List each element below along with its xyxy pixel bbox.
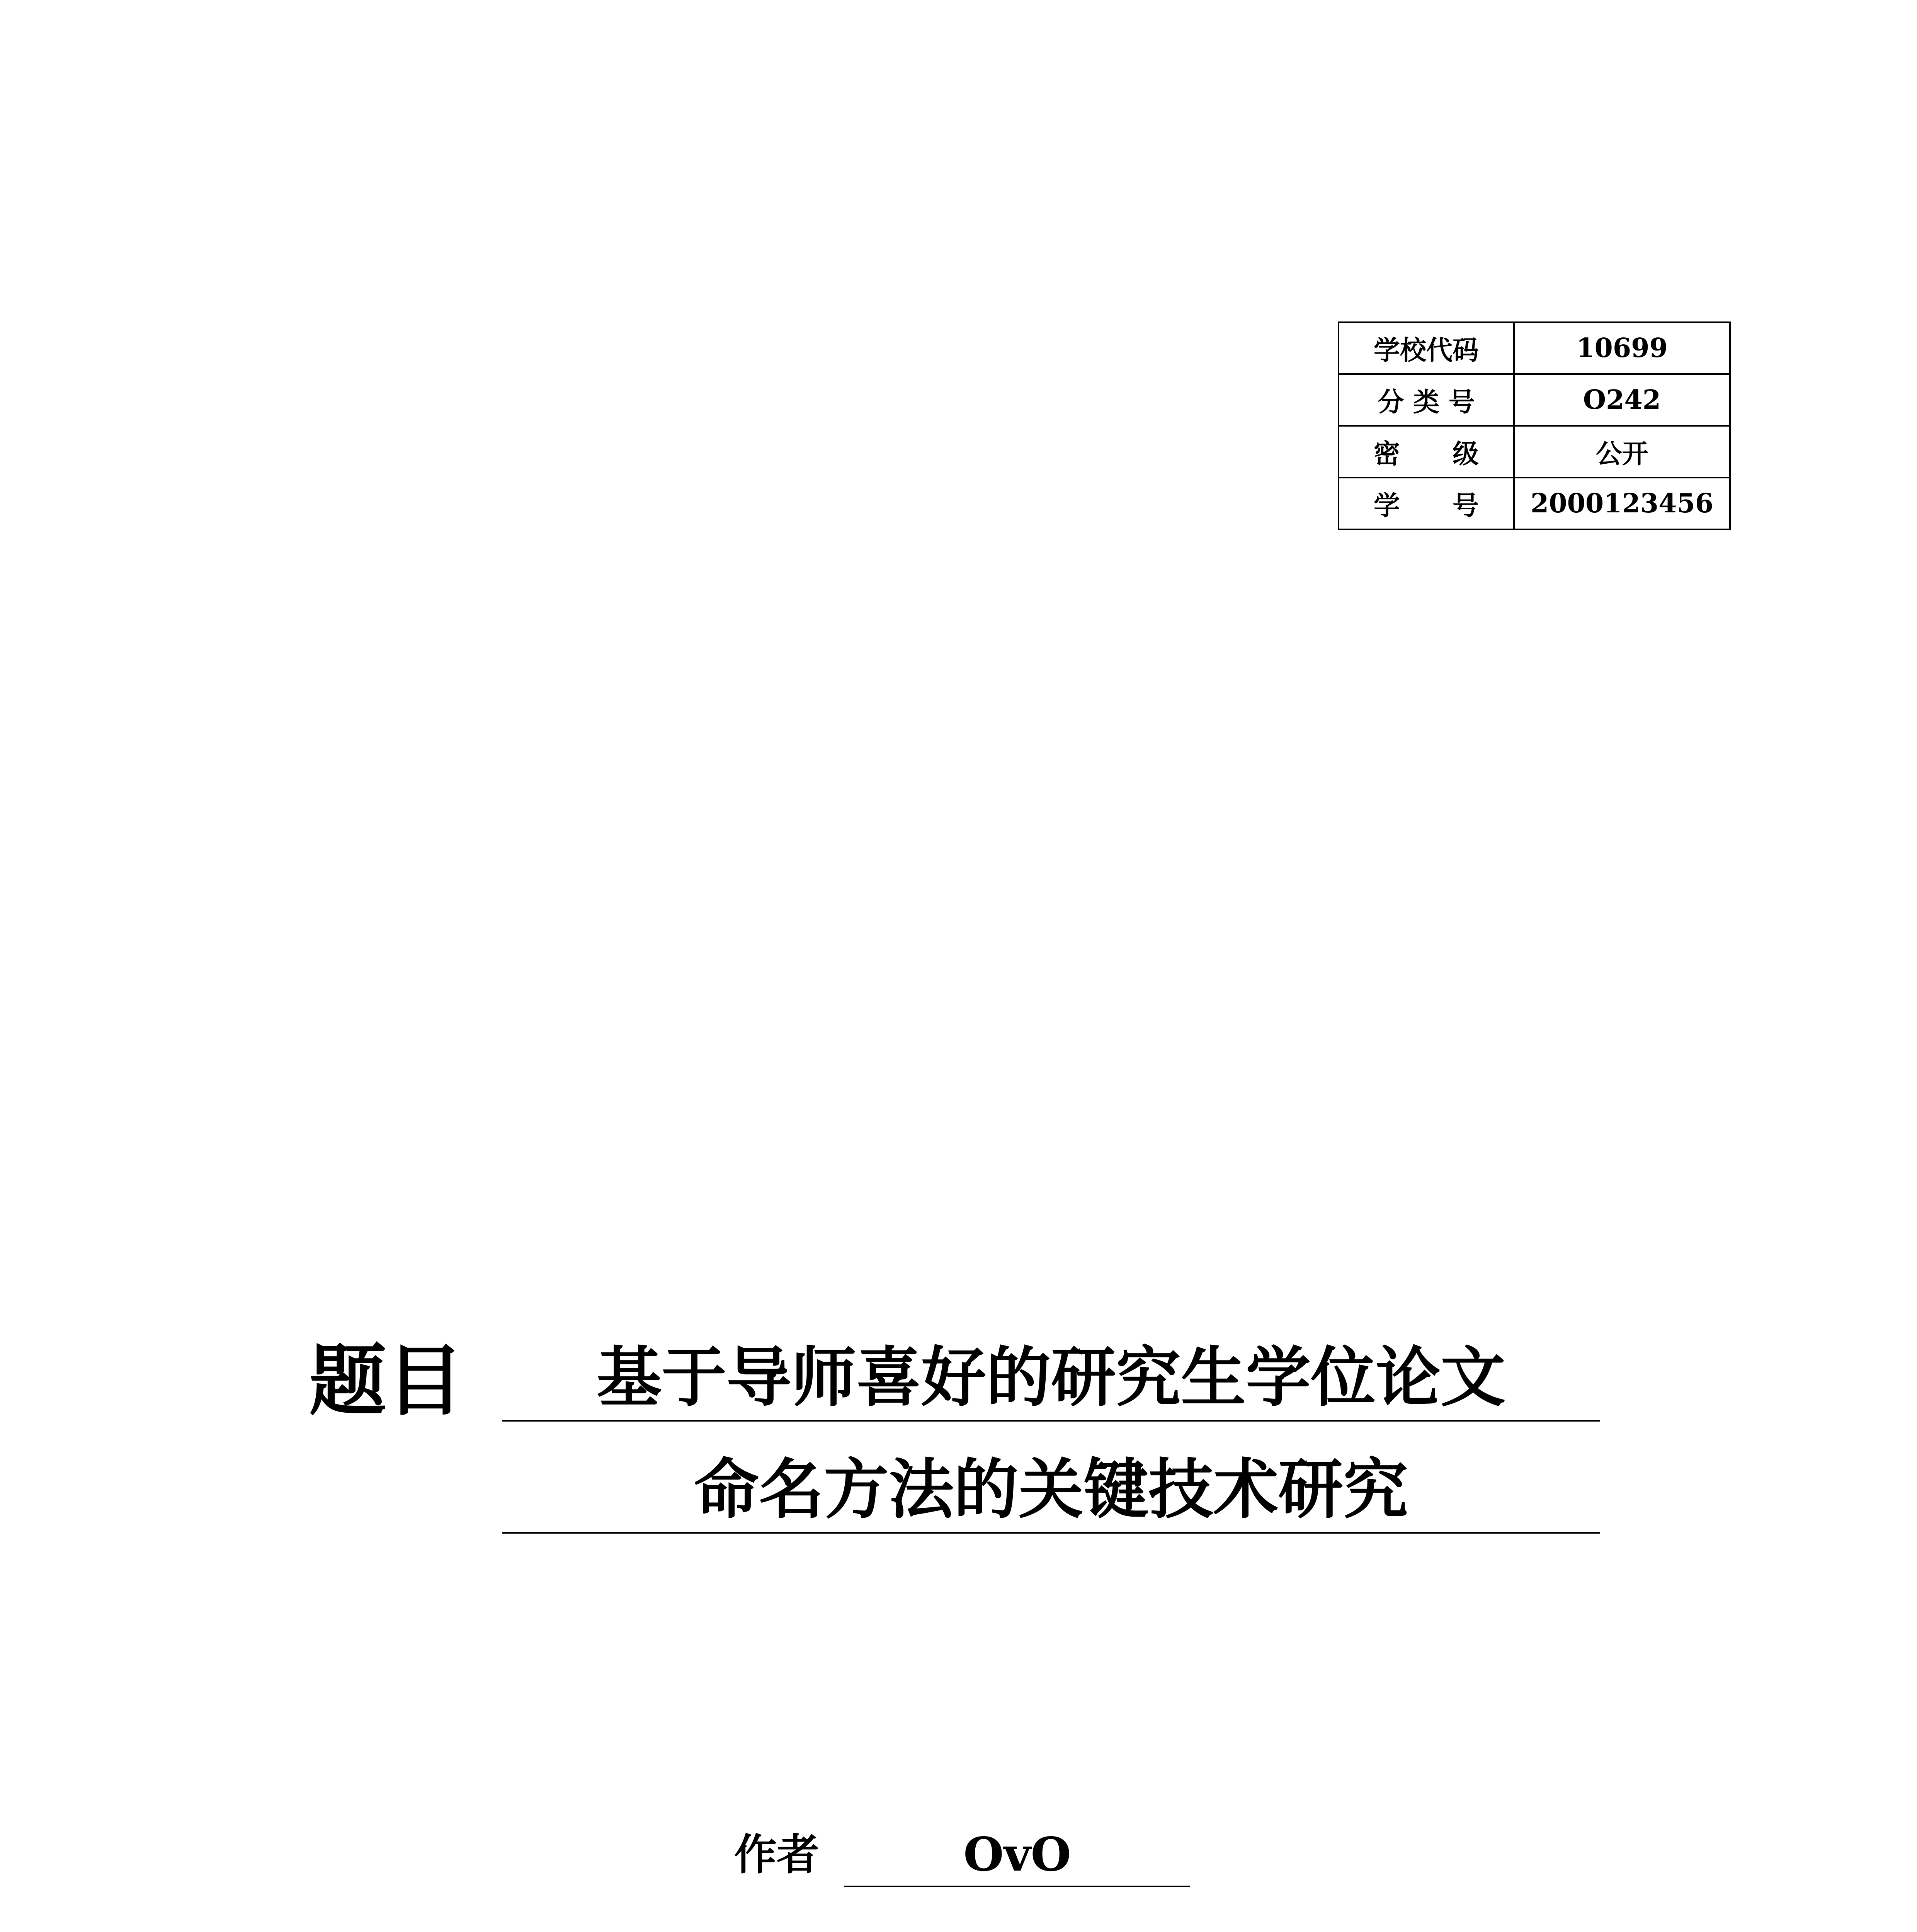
classification-label: 分 类 号	[1339, 374, 1514, 426]
student-id-value: 2000123456	[1514, 478, 1730, 529]
table-row	[1339, 478, 1730, 529]
author-label: 作者	[734, 1830, 819, 1879]
table-row	[1339, 374, 1730, 426]
table-row	[1339, 322, 1730, 374]
classification-value: O242	[1514, 374, 1730, 426]
title-line-2: 命名方法的关键技术研究	[502, 1447, 1600, 1534]
title-label: 题目	[309, 1336, 464, 1426]
title-line-1: 基于导师喜好的研究生学位论文	[502, 1335, 1600, 1422]
student-id-label: 学 号	[1339, 478, 1514, 529]
author-value: OvO	[844, 1824, 1190, 1887]
table-row	[1339, 426, 1730, 478]
security-level-label: 密 级	[1339, 426, 1514, 478]
school-code-value: 10699	[1514, 322, 1730, 374]
info-table	[1338, 321, 1731, 530]
security-level-value: 公开	[1514, 426, 1730, 478]
school-code-label: 学校代码	[1339, 322, 1514, 374]
